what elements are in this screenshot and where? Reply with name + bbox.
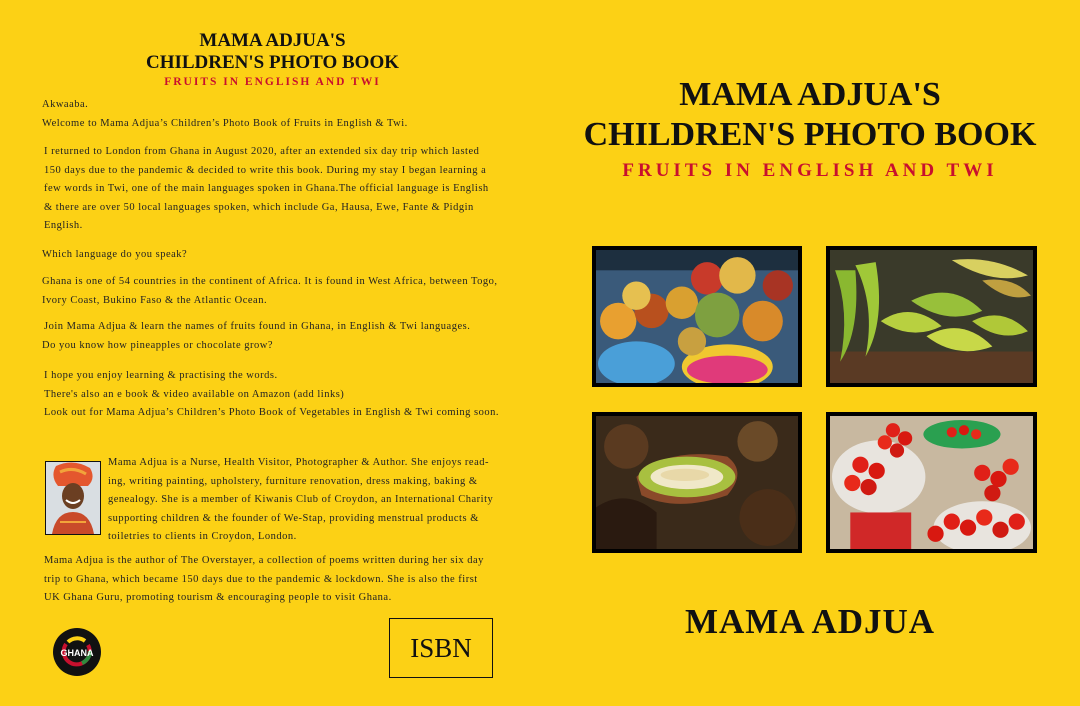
front-subtitle: FRUITS IN ENGLISH AND TWI <box>622 160 998 181</box>
intro-line: English. <box>44 220 83 231</box>
author-bio <box>108 454 493 547</box>
front-author-name: MAMA ADJUA <box>684 602 936 641</box>
closing-line: There's also an e book & video available on Amazon (add links) <box>44 388 345 400</box>
bio-line: supporting children & the founder of We-Stap, providing menstrual products & <box>108 512 479 524</box>
front-title-line2: CHILDREN'S PHOTO BOOK <box>583 116 1037 153</box>
ghana-paragraph <box>42 273 498 310</box>
front-cover <box>540 0 1080 706</box>
intro-line: & there are over 50 local languages spoken, which include Ga, Hausa, Ewe, Fante & Pidgin <box>44 201 474 213</box>
join-line: Do you know how pineapples or chocolate grow? <box>42 339 273 351</box>
back-title-line2: CHILDREN'S PHOTO BOOK <box>145 52 400 73</box>
cocoa-image-icon <box>596 416 798 549</box>
works-line: UK Ghana Guru, promoting tourism & encouraging people to visit Ghana. <box>44 592 392 603</box>
author-works <box>44 552 484 608</box>
bio-line: toiletries to clients in Croydon, London. <box>108 531 297 542</box>
ghana-line: Ivory Coast, Bukino Faso & the Atlantic Ocean. <box>42 294 268 306</box>
author-portrait-icon <box>46 462 100 534</box>
bio-line: Mama Adjua is a Nurse, Health Visitor, Photographer & Author. She enjoys read- <box>108 457 489 468</box>
language-question: Which language do you speak? <box>42 249 188 260</box>
join-line: Join Mama Adjua & learn the names of fruits found in Ghana, in English & Twi languages. <box>44 321 471 332</box>
works-line: trip to Ghana, which became 150 days due to the pandemic & lockdown. She is also the first <box>44 573 478 585</box>
greeting: Akwaaba. <box>42 99 89 110</box>
back-title-line1: MAMA ADJUA'S <box>199 30 346 51</box>
intro-line: I returned to London from Ghana in August 2020, after an extended six day trip which lasted <box>44 146 480 157</box>
intro-line: 150 days due to the pandemic & decided to write this book. During my stay I began learning a <box>44 164 487 176</box>
mangoes-image-icon <box>596 250 798 383</box>
photo-cocoa <box>592 412 802 553</box>
ghana-line: Ghana is one of 54 countries in the continent of Africa. It is found in West Africa, between Togo, <box>42 276 498 287</box>
isbn-box: ISBN <box>389 618 493 678</box>
bananas-image-icon <box>830 250 1033 383</box>
bio-line: genealogy. She is a member of Kiwanis Club of Croydon, an International Charity <box>108 494 494 505</box>
front-title-line1: MAMA ADJUA'S <box>679 76 941 113</box>
closing-line: I hope you enjoy learning & practising the words. <box>44 370 278 381</box>
tomatoes-image-icon <box>830 416 1033 549</box>
logo-text: GHANA <box>60 648 94 658</box>
bio-line: ing, writing painting, upholstery, furniture renovation, dress making, baking & <box>108 475 478 487</box>
closing-line: Look out for Mama Adjua’s Children’s Photo Book of Vegetables in English & Twi coming soon. <box>44 407 500 418</box>
closing-paragraph <box>44 367 499 423</box>
photo-bananas <box>826 246 1037 387</box>
intro-paragraph <box>44 143 489 236</box>
welcome-text: Welcome to Mama Adjua’s Children’s Photo Book of Fruits in English & Twi. <box>42 118 408 129</box>
back-subtitle: FRUITS IN ENGLISH AND TWI <box>164 76 381 88</box>
join-paragraph <box>42 318 470 355</box>
photo-mangoes <box>592 246 802 387</box>
ghana-logo-icon <box>52 627 102 677</box>
works-line: Mama Adjua is the author of The Overstayer, a collection of poems written during her six day <box>44 555 484 566</box>
author-photo <box>45 461 101 535</box>
ghana-guru-logo <box>52 627 102 677</box>
photo-tomatoes <box>826 412 1037 553</box>
intro-line: few words in Twi, one of the main languages spoken in Ghana.The official language is English <box>44 183 489 194</box>
